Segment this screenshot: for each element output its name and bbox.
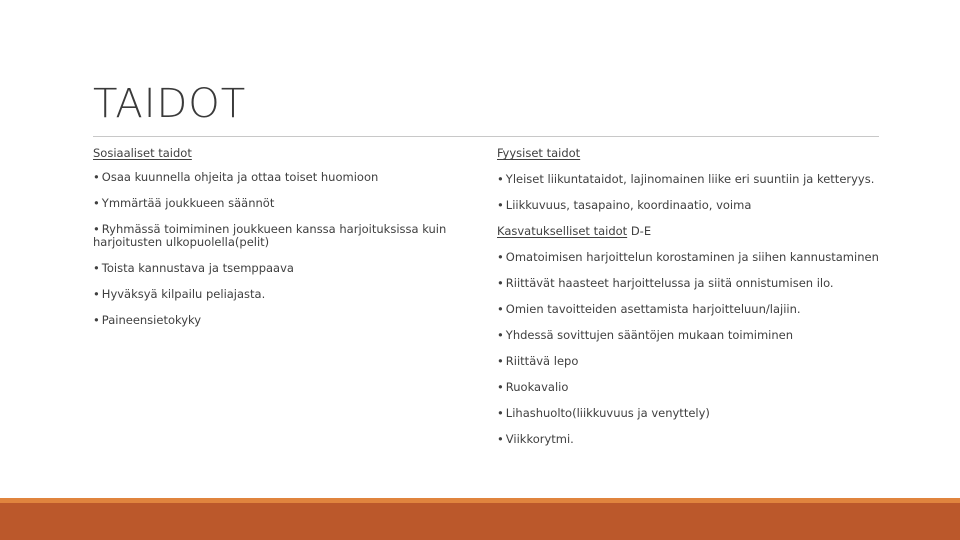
footer-bar <box>0 498 960 540</box>
list-item: • Omien tavoitteiden asettamista harjoitteluun/lajiin. <box>497 303 897 316</box>
left-column <box>93 147 453 340</box>
list-item: • Lihashuolto(liikkuvuus ja venyttely) <box>497 407 897 420</box>
list-item: • Osaa kuunnella ohjeita ja ottaa toiset huomioon <box>93 171 453 184</box>
list-item: • Ryhmässä toimiminen joukkueen kanssa harjoituksissa kuin harjoitusten ulkopuolella(pelit) <box>93 223 453 249</box>
title-divider <box>93 136 879 137</box>
list-item: • Paineensietokyky <box>93 314 453 327</box>
list-item: • Hyväksyä kilpailu peliajasta. <box>93 288 453 301</box>
physical-skills-heading: Fyysiset taidot <box>497 146 581 160</box>
social-skills-heading: Sosiaaliset taidot <box>93 146 192 160</box>
list-item: • Ymmärtää joukkueen säännöt <box>93 197 453 210</box>
educational-skills-heading <box>497 225 897 238</box>
list-item: • Yleiset liikuntataidot, lajinomainen liike eri suuntiin ja ketteryys. <box>497 173 897 186</box>
educational-skills-heading-text: Kasvatukselliset taidot <box>497 224 628 238</box>
list-item: • Liikkuvuus, tasapaino, koordinaatio, voima <box>497 199 897 212</box>
list-item: • Toista kannustava ja tsemppaava <box>93 262 453 275</box>
list-item: • Ruokavalio <box>497 381 897 394</box>
slide-title: TAIDOT <box>93 81 247 127</box>
right-column <box>497 147 897 459</box>
educational-skills-heading-suffix: D-E <box>627 224 652 238</box>
list-item: • Yhdessä sovittujen sääntöjen mukaan toimiminen <box>497 329 897 342</box>
list-item: • Riittävä lepo <box>497 355 897 368</box>
list-item: • Riittävät haasteet harjoittelussa ja siitä onnistumisen ilo. <box>497 277 897 290</box>
list-item: • Omatoimisen harjoittelun korostaminen ja siihen kannustaminen <box>497 251 897 264</box>
footer-accent-line <box>0 498 960 503</box>
list-item: • Viikkorytmi. <box>497 433 897 446</box>
